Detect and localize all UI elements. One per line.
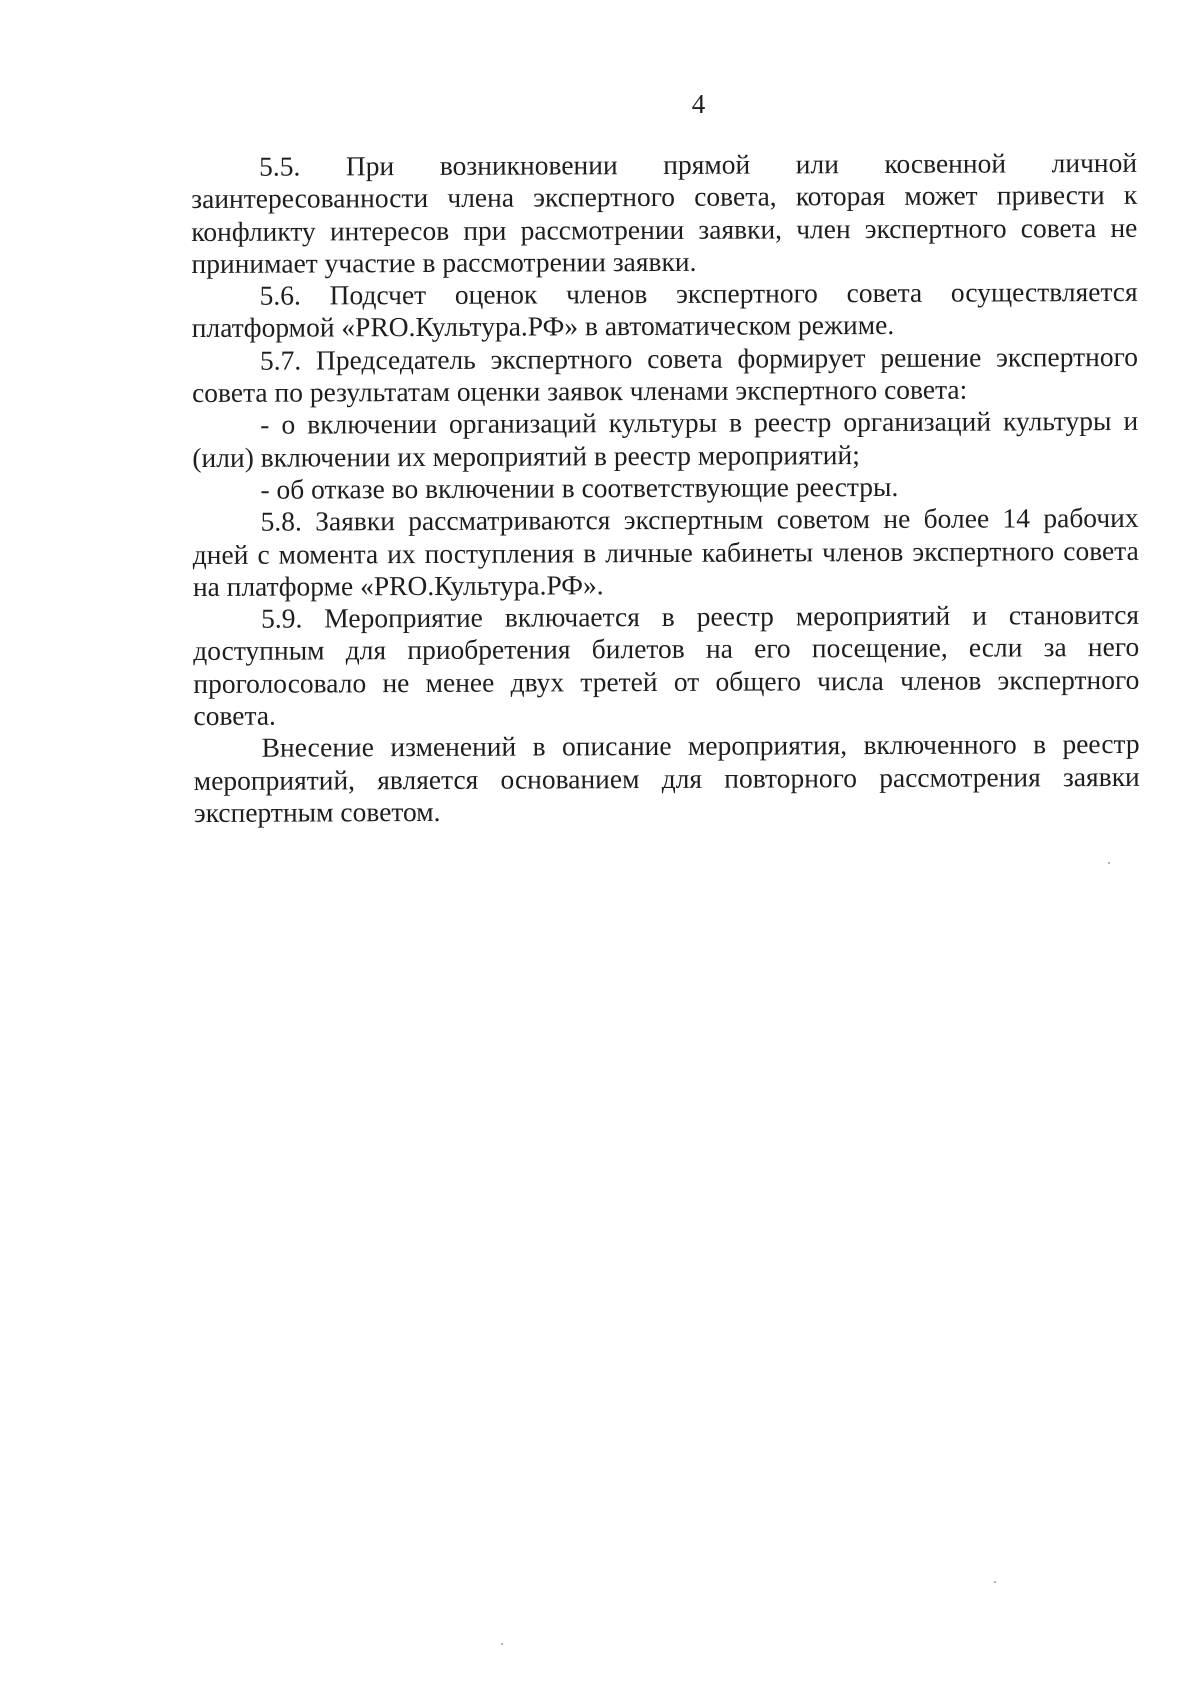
list-item-include: - о включении организаций культуры в реестр организаций культуры и (или) включении их мероприятий в реестр мероприятий;: [192, 405, 1139, 473]
scan-speck: [1108, 862, 1110, 864]
paragraph-5-8: 5.8. Заявки рассматриваются экспертным советом не более 14 рабочих дней с момента их поступления в личные кабинеты членов экспертного совета на платформе «PRO.Культура.РФ».: [192, 502, 1139, 602]
paragraph-5-6: 5.6. Подсчет оценок членов экспертного совета осуществляется платформой «PRO.Культура.РФ» в автоматическом режиме.: [191, 276, 1138, 344]
list-item-refuse: - об отказе во включении в соответствующие реестры.: [260, 470, 899, 505]
paragraph-5-7: 5.7. Председатель экспертного совета формирует решение экспертного совета по результатам оценки заявок членами экспертного совета:: [191, 340, 1138, 409]
paragraph-5-5: 5.5. При возникновении прямой или косвенной личной заинтересованности члена экспертного совета, которая может привести к конфликту интересов при рассмотрении заявки, член экспертного совета не принимает участие в рассмотрении заявки.: [191, 146, 1138, 279]
scan-speck: [994, 1581, 996, 1583]
scan-speck: [501, 1643, 503, 1645]
paragraph-5-9: 5.9. Мероприятие включается в реестр мероприятий и становится доступным для приобретения билетов на его посещение, если за него проголосовало не менее двух третей от общего числа членов экспертного совета.: [193, 599, 1140, 732]
document-body: [191, 147, 1140, 829]
page-number: 4: [691, 89, 706, 119]
paragraph-changes: Внесение изменений в описание мероприятия, включенного в реестр мероприятий, является основанием для повторного рассмотрения заявки экспертным советом.: [193, 728, 1140, 828]
